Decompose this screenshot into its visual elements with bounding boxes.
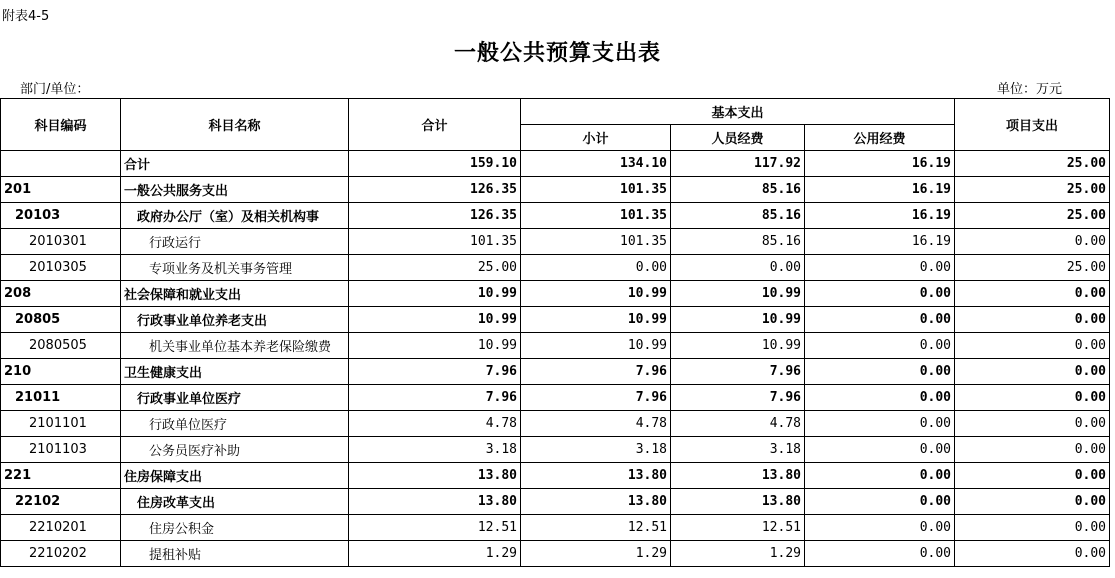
cell-personnel: 85.16 bbox=[671, 203, 805, 229]
cell-total: 7.96 bbox=[349, 385, 521, 411]
cell-project: 0.00 bbox=[955, 333, 1110, 359]
cell-project: 0.00 bbox=[955, 541, 1110, 567]
department-label: 部门/单位： bbox=[20, 82, 90, 97]
cell-project: 0.00 bbox=[955, 437, 1110, 463]
table-row bbox=[1, 541, 1110, 567]
cell-total: 10.99 bbox=[349, 333, 521, 359]
cell-name: 住房公积金 bbox=[121, 515, 349, 541]
cell-code: 20103 bbox=[1, 203, 121, 229]
table-row bbox=[1, 255, 1110, 281]
cell-project: 25.00 bbox=[955, 151, 1110, 177]
cell-code: 2010301 bbox=[1, 229, 121, 255]
cell-public: 16.19 bbox=[805, 177, 955, 203]
cell-public: 0.00 bbox=[805, 489, 955, 515]
cell-name: 社会保障和就业支出 bbox=[121, 281, 349, 307]
cell-name: 行政事业单位养老支出 bbox=[121, 307, 349, 333]
cell-code: 2210201 bbox=[1, 515, 121, 541]
cell-public: 0.00 bbox=[805, 333, 955, 359]
header-total: 合计 bbox=[349, 99, 521, 151]
cell-personnel: 7.96 bbox=[671, 359, 805, 385]
cell-public: 0.00 bbox=[805, 385, 955, 411]
cell-name: 行政运行 bbox=[121, 229, 349, 255]
cell-public: 0.00 bbox=[805, 255, 955, 281]
cell-name: 行政事业单位医疗 bbox=[121, 385, 349, 411]
cell-personnel: 12.51 bbox=[671, 515, 805, 541]
cell-subtotal: 101.35 bbox=[521, 203, 671, 229]
cell-personnel: 85.16 bbox=[671, 177, 805, 203]
cell-total: 13.80 bbox=[349, 463, 521, 489]
cell-public: 0.00 bbox=[805, 515, 955, 541]
cell-public: 0.00 bbox=[805, 541, 955, 567]
unit-label: 单位：万元 bbox=[997, 82, 1063, 97]
table-row bbox=[1, 359, 1110, 385]
cell-personnel: 13.80 bbox=[671, 463, 805, 489]
cell-code: 208 bbox=[1, 281, 121, 307]
cell-code: 210 bbox=[1, 359, 121, 385]
cell-code: 21011 bbox=[1, 385, 121, 411]
cell-project: 0.00 bbox=[955, 515, 1110, 541]
cell-code: 201 bbox=[1, 177, 121, 203]
cell-personnel: 0.00 bbox=[671, 255, 805, 281]
cell-code: 2101101 bbox=[1, 411, 121, 437]
cell-personnel: 10.99 bbox=[671, 281, 805, 307]
cell-public: 0.00 bbox=[805, 359, 955, 385]
cell-total: 12.51 bbox=[349, 515, 521, 541]
cell-total: 1.29 bbox=[349, 541, 521, 567]
header-personnel: 人员经费 bbox=[671, 125, 805, 151]
table-row bbox=[1, 463, 1110, 489]
cell-subtotal: 1.29 bbox=[521, 541, 671, 567]
cell-personnel: 1.29 bbox=[671, 541, 805, 567]
table-row bbox=[1, 489, 1110, 515]
cell-code: 22102 bbox=[1, 489, 121, 515]
cell-project: 25.00 bbox=[955, 203, 1110, 229]
cell-total: 4.78 bbox=[349, 411, 521, 437]
cell-project: 0.00 bbox=[955, 385, 1110, 411]
table-row bbox=[1, 151, 1110, 177]
cell-personnel: 10.99 bbox=[671, 307, 805, 333]
cell-public: 16.19 bbox=[805, 151, 955, 177]
cell-public: 0.00 bbox=[805, 281, 955, 307]
table-body bbox=[1, 151, 1110, 567]
table-row bbox=[1, 307, 1110, 333]
page-title: 一般公共预算支出表 bbox=[453, 40, 661, 66]
header-basic: 基本支出 bbox=[521, 99, 955, 125]
cell-code: 2080505 bbox=[1, 333, 121, 359]
cell-name: 一般公共服务支出 bbox=[121, 177, 349, 203]
cell-total: 159.10 bbox=[349, 151, 521, 177]
cell-subtotal: 0.00 bbox=[521, 255, 671, 281]
cell-name: 住房改革支出 bbox=[121, 489, 349, 515]
cell-project: 0.00 bbox=[955, 489, 1110, 515]
header-name: 科目名称 bbox=[121, 99, 349, 151]
cell-name: 卫生健康支出 bbox=[121, 359, 349, 385]
cell-project: 0.00 bbox=[955, 229, 1110, 255]
cell-total: 25.00 bbox=[349, 255, 521, 281]
cell-subtotal: 13.80 bbox=[521, 489, 671, 515]
cell-code: 20805 bbox=[1, 307, 121, 333]
cell-code: 2101103 bbox=[1, 437, 121, 463]
cell-project: 0.00 bbox=[955, 411, 1110, 437]
cell-subtotal: 10.99 bbox=[521, 281, 671, 307]
cell-name: 机关事业单位基本养老保险缴费 bbox=[121, 333, 349, 359]
cell-name: 住房保障支出 bbox=[121, 463, 349, 489]
appendix-label: 附表4-5 bbox=[2, 9, 50, 24]
cell-personnel: 3.18 bbox=[671, 437, 805, 463]
cell-subtotal: 10.99 bbox=[521, 307, 671, 333]
cell-project: 25.00 bbox=[955, 255, 1110, 281]
cell-project: 0.00 bbox=[955, 307, 1110, 333]
table-row bbox=[1, 437, 1110, 463]
cell-public: 16.19 bbox=[805, 203, 955, 229]
cell-public: 0.00 bbox=[805, 437, 955, 463]
cell-project: 0.00 bbox=[955, 281, 1110, 307]
cell-subtotal: 12.51 bbox=[521, 515, 671, 541]
cell-total: 101.35 bbox=[349, 229, 521, 255]
cell-subtotal: 3.18 bbox=[521, 437, 671, 463]
table-row bbox=[1, 411, 1110, 437]
cell-total: 10.99 bbox=[349, 281, 521, 307]
table-row bbox=[1, 177, 1110, 203]
cell-project: 25.00 bbox=[955, 177, 1110, 203]
table-row bbox=[1, 515, 1110, 541]
cell-subtotal: 10.99 bbox=[521, 333, 671, 359]
cell-subtotal: 101.35 bbox=[521, 177, 671, 203]
cell-public: 16.19 bbox=[805, 229, 955, 255]
header-subtotal: 小计 bbox=[521, 125, 671, 151]
cell-public: 0.00 bbox=[805, 307, 955, 333]
cell-subtotal: 101.35 bbox=[521, 229, 671, 255]
cell-public: 0.00 bbox=[805, 463, 955, 489]
header-code: 科目编码 bbox=[1, 99, 121, 151]
table-row bbox=[1, 385, 1110, 411]
cell-subtotal: 13.80 bbox=[521, 463, 671, 489]
cell-name: 合计 bbox=[121, 151, 349, 177]
cell-subtotal: 7.96 bbox=[521, 359, 671, 385]
cell-project: 0.00 bbox=[955, 463, 1110, 489]
cell-name: 行政单位医疗 bbox=[121, 411, 349, 437]
cell-code bbox=[1, 151, 121, 177]
cell-subtotal: 4.78 bbox=[521, 411, 671, 437]
cell-total: 126.35 bbox=[349, 203, 521, 229]
cell-personnel: 7.96 bbox=[671, 385, 805, 411]
table-row bbox=[1, 229, 1110, 255]
cell-total: 3.18 bbox=[349, 437, 521, 463]
cell-name: 提租补贴 bbox=[121, 541, 349, 567]
budget-expenditure-table bbox=[0, 98, 1110, 567]
cell-personnel: 13.80 bbox=[671, 489, 805, 515]
table-row bbox=[1, 281, 1110, 307]
cell-personnel: 117.92 bbox=[671, 151, 805, 177]
cell-total: 10.99 bbox=[349, 307, 521, 333]
cell-name: 政府办公厅（室）及相关机构事 bbox=[121, 203, 349, 229]
cell-code: 221 bbox=[1, 463, 121, 489]
cell-total: 7.96 bbox=[349, 359, 521, 385]
cell-subtotal: 134.10 bbox=[521, 151, 671, 177]
cell-code: 2010305 bbox=[1, 255, 121, 281]
cell-personnel: 4.78 bbox=[671, 411, 805, 437]
cell-project: 0.00 bbox=[955, 359, 1110, 385]
cell-name: 公务员医疗补助 bbox=[121, 437, 349, 463]
cell-personnel: 10.99 bbox=[671, 333, 805, 359]
cell-personnel: 85.16 bbox=[671, 229, 805, 255]
cell-name: 专项业务及机关事务管理 bbox=[121, 255, 349, 281]
cell-total: 13.80 bbox=[349, 489, 521, 515]
cell-code: 2210202 bbox=[1, 541, 121, 567]
cell-total: 126.35 bbox=[349, 177, 521, 203]
cell-public: 0.00 bbox=[805, 411, 955, 437]
table-row bbox=[1, 203, 1110, 229]
header-public: 公用经费 bbox=[805, 125, 955, 151]
header-project: 项目支出 bbox=[955, 99, 1110, 151]
table-row bbox=[1, 333, 1110, 359]
cell-subtotal: 7.96 bbox=[521, 385, 671, 411]
